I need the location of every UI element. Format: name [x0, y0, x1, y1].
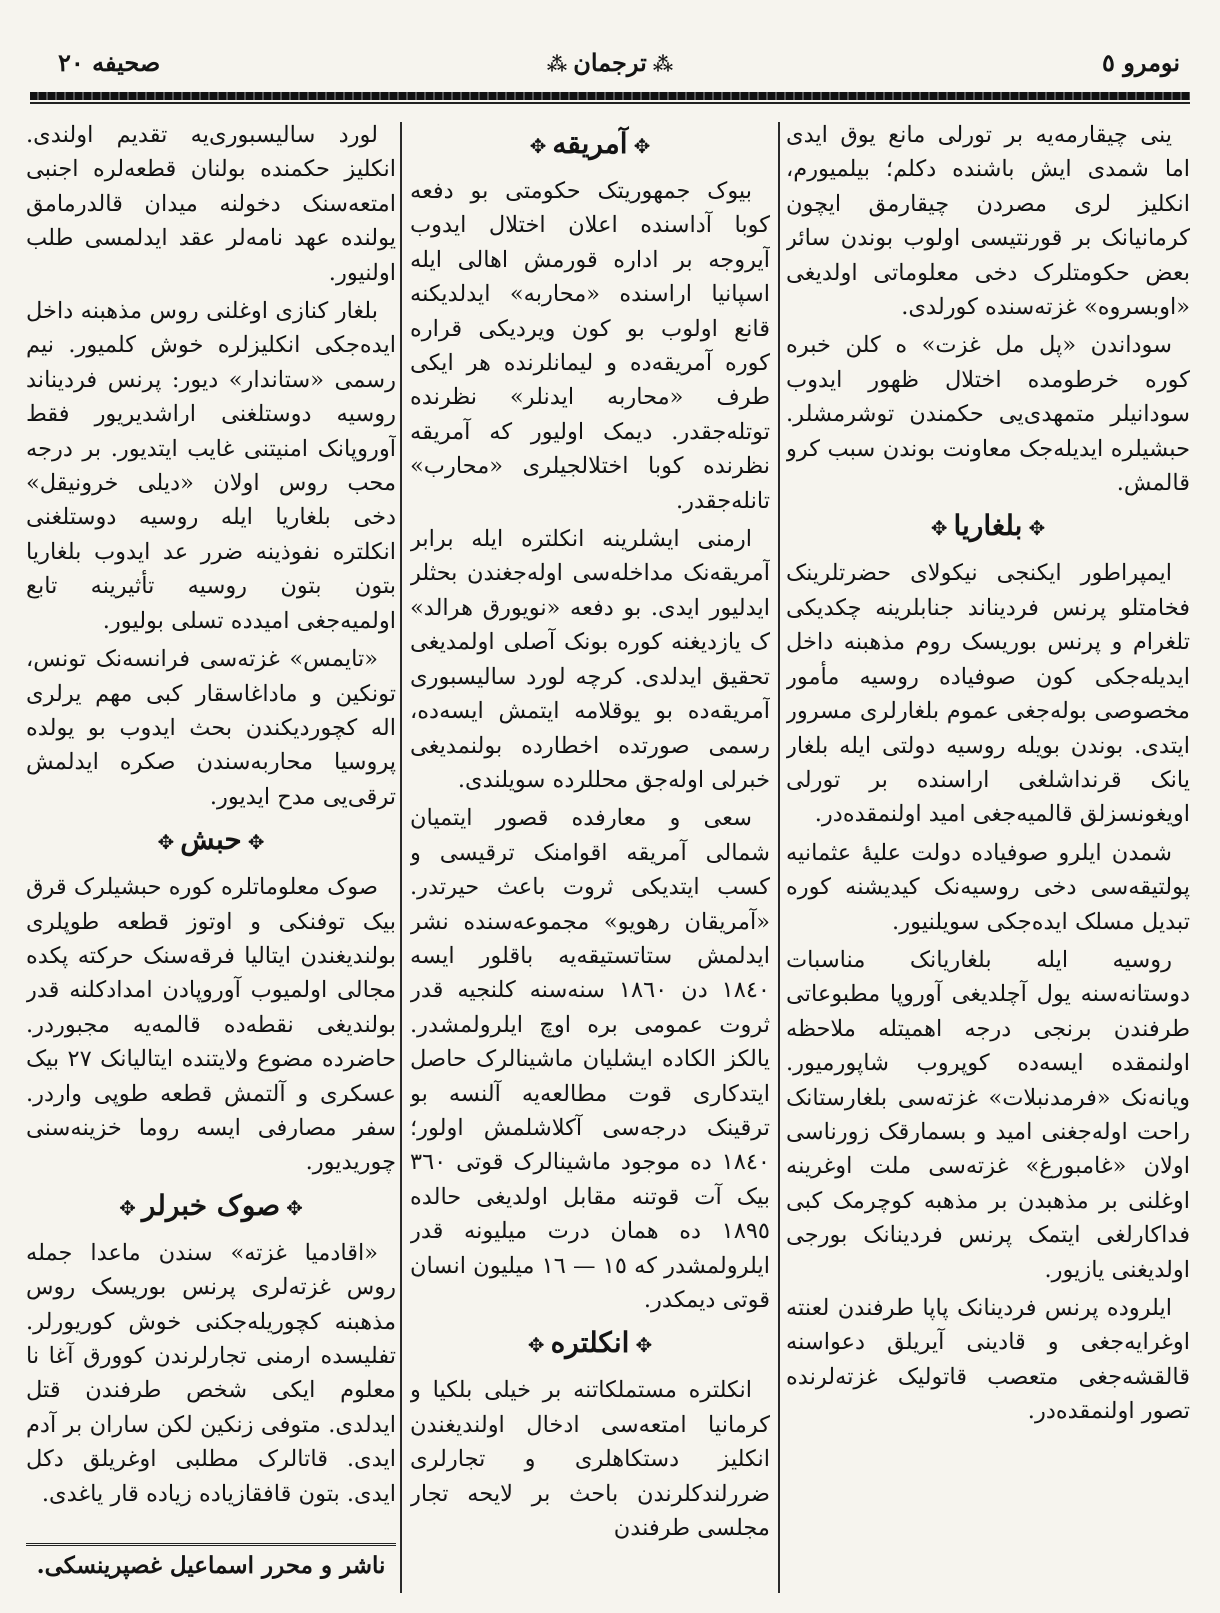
masthead-rule [30, 92, 1190, 100]
ornament-icon: ✥ [157, 830, 175, 855]
article-paragraph: سعی و معارفده قصور ایتمیان شمالی آمریقه اقوامنک ترقیسی و کسب ایتدیکی ثروت باعث حیرتدر. «آمریقان رهویو» مجموعه‌سنده نشر ایدلمش ستاتستیقه‌یه باقلور ایسه ١٨٤٠ دن ١٨٦٠ سنه‌سنه کلنجیه قدر ثروت عمومی بره اوچ ایلرولمشدر. یالکز الکاده ایشلیان ماشینالرک حاصل ایتدکاری قوت مطالعه‌یه آلنسه بو ترقینک درجه‌سی آکلاشلمش اولور؛ ١٨٤٠ ده موجود ماشینالرک قوتی ٣٦٠ بیک آت قوتنه مقابل اولدیغی حالده ١٨٩٥ ده همان درت میلیونه قدر ایلرولمشدر که ١٥ — ١٦ میلیون انسان قوتی دیمکدر. [410, 805, 770, 1313]
section-heading-latest-news: ✥صوک خبرلر✥ [26, 1184, 396, 1230]
article-paragraph: انکلتره مستملکاتنه بر خیلی بلکیا و کرمانیا امتعه‌سی ادخال اولندیغندن انکلیز دستکاهلری و تجارلری ضررلندکلرندن باحث بر لایحه تجار مجلسی طرفندن [410, 1377, 770, 1542]
column-right [786, 118, 1190, 1593]
ornament-icon: ✥ [529, 134, 547, 158]
ornament-icon: ✥ [119, 1195, 136, 1220]
newspaper-title-block [541, 48, 680, 77]
article-paragraph: سوداندن «پل مل غزت» ه کلن خبره کوره خرطومده اختلال ظهور ایدوب سودانیلر متمهدی‌یی حکمندن توشرمشلر. حبشیلره ایدیله‌جک معاونت بوندن سبب کرو قالمش. [786, 332, 1190, 497]
ornament-icon: ⁂ [652, 52, 674, 76]
masthead [30, 48, 1190, 90]
column-left [26, 118, 396, 1593]
article-paragraph: شمدن ایلرو صوفیاده دولت علیهٔ عثمانیه پولتیقه‌سی دخی روسیه‌نک کیدیشنه کوره تبدیل مسلک ایده‌جکی سویلنیور. [786, 839, 1190, 935]
column-divider [778, 122, 780, 1593]
section-heading-abyssinia: ✥حبش✥ [26, 818, 396, 864]
article-paragraph: «تایمس» غزته‌سی فرانسه‌نک تونس، تونکین و ماداغاسقار کبی مهم یرلری اله کچوردیکندن بحث ایدوب بو یولده پروسیا محاربه‌سندن صکره ایدلمش ترقی‌یی مدح ایدیور. [26, 646, 396, 810]
article-paragraph: لورد سالیسبوری‌یه تقدیم اولندی. انکلیز حکمنده بولنان قطعه‌لره اجنبی امتعه‌سنک دخولنه میدان قالدرمامق یولنده عهد نامه‌لر عقد ایدلمسی طلب اولنیور. [26, 122, 396, 286]
ornament-icon: ✥ [527, 1333, 545, 1358]
section-heading-america: ✥آمریقه✥ [410, 122, 770, 168]
column-divider [400, 122, 402, 1593]
article-paragraph: صوک معلوماتلره کوره حبشیلرک قرق بیک توفنکی و اوتوز قطعه طوپلری بولندیغندن ایتالیا فرقه‌سنک حرکته پکده مجالی اولمیوب آوروپادن امدادکلنه قدر بولندیغی نقطه‌ده قالمه‌یه مجبوردر. حاضرده مضوع ولایتنده ایتالیانک ٢٧ بیک عسکری و آلتمش قطعه طوپی واردر. سفر مصارفی ایسه روما خزینه‌سنی چوریدیور. [26, 874, 396, 1176]
column-middle [410, 118, 770, 1593]
section-heading-england: ✥انکلتره✥ [410, 1321, 770, 1367]
article-paragraph: ارمنی ایشلرینه انکلتره ایله برابر آمریقه‌نک مداخله‌سی اوله‌جغندن بحثلر ایدلیور ایدی. بو دفعه «نویورق هرالد» ک یازدیغنه کوره بونک آصلی اولمدیغی تحقیق ایدلدی. کرچه لورد سالیسبوری آمریقه‌ده بو یوقلامه ایتمش ایسه‌ده، رسمی صورتده اخطارده بولنمدیغی خبرلی اوله‌جق محللرده سویلندی. [410, 526, 770, 793]
ornament-icon: ✥ [286, 1195, 303, 1220]
ornament-icon: ✥ [635, 1333, 653, 1358]
publisher-signature: ناشر و محرر اسماعیل غصپرینسکی. [26, 1543, 396, 1579]
article-paragraph: بیوک جمهوریتک حکومتی بو دفعه کوبا آداسنده اعلان اختلال ایدوب آیروجه بر اداره قورمش اهالی ایله اسپانیا اراسنده «محاربه» ایدلدیکنه قانع اولوب بو کون ویردیکی قراره کوره آمریقه‌ده و لیمانلرنده هر ایکی طرف «محاربه ایدنلر» نظرنده توتله‌جقدر. دیمک اولیور که آمریقه نظرنده کوبا اختلالجیلری «محارب» تانله‌جقدر. [410, 178, 770, 514]
ornament-icon: ✥ [1028, 516, 1046, 541]
article-paragraph: ایلروده پرنس فردینانک پاپا طرفندن لعنته اوغرایه‌جغی و قادینی آیریلق دعواسنه قالقشه‌جغی متعصب قاتولیک غزته‌لرنده تصور اولنمقده‌در. [786, 1295, 1190, 1425]
section-heading-bulgaria: ✥بلغاریا✥ [786, 504, 1190, 550]
ornament-icon: ⁂ [546, 52, 568, 76]
page-number: صحیفه ٢٠ [58, 48, 161, 77]
newspaper-title: ترجمان [573, 48, 647, 77]
ornament-icon: ✥ [247, 830, 265, 855]
article-paragraph: «اقادمیا غزته» سندن ماعدا جمله روس غزته‌لری پرنس بوریسک روس مذهبنه کچوریله‌جکنی خوش کوریورلر. تفلیسده ارمنی تجارلرندن کوورق آغا نا معلوم ایکی شخص طرفندن قتل ایدلدی. متوفی زنکین لکن ساران بر آدم ایدی. قاتالرک مطلبی اوغریلق دکل ایدی. بتون قافقازیاده زیاده قار یاغدی. [26, 1239, 396, 1507]
article-paragraph: بلغار کنازی اوغلنی روس مذهبنه داخل ایده‌جکی انکلیزلره خوش کلمیور. نیم رسمی «ستاندار» دیور: پرنس فردیناند روسیه دوستلغنی اراشدیریور فقط آوروپانک امنیتنی غایب ایتدیور. بر درجه محب روس اولان «دیلی خرونیقل» دخی بلغاریا ایله روسیه دوستلغنی انکلتره نفوذینه ضرر عد ایدوب بلغاریا بتون بتون روسیه تأثیرینه تابع اولمیه‌جغی امیدده تسلی بولیور. [26, 298, 396, 634]
issue-number: نومرو ٥ [1101, 48, 1180, 77]
ornament-icon: ✥ [633, 134, 651, 158]
article-paragraph: ینی چیقارمه‌یه بر تورلی مانع یوق ایدی اما شمدی ایش باشنده دکلم؛ بیلمیورم، انکلیز لری مصردن چیقارمق ایچون کرمانیانک بر قورنتیسی اولوب بوندن سائر بعض حکومتلرک دخی معلوماتی اولدیغی «اوبسروه» غزته‌سنده کورلدی. [786, 122, 1190, 321]
article-paragraph: ایمپراطور ایکنجی نیکولای حضرتلرینک فخامتلو پرنس فردیناند جنابلرینه چکدیکی تلغرام و پرنس بوریسک روم مذهبنه داخل ایدیله‌جکی کون صوفیاده روسیه مأمور مخصوصی بوله‌جغی عموم بلغارلری مسرور ایتدی. بوندن بویله روسیه دولتی ایله بلغار یانک قرنداشلغی اراسنده بر تورلی اویغونسزلق قالمیه‌جغی امید اولنمقده‌در. [786, 560, 1190, 828]
article-paragraph: روسیه ایله بلغاریانک مناسبات دوستانه‌سنه یول آچلدیغی آوروپا مطبوعاتی طرفندن برنجی درجه اهمیتله ملاحظه اولنمقده ایسه‌ده کوپروب شاپورمیور. ویانه‌نک «فرمدنبلات» غزته‌سی بلغارستانک راحت اوله‌جغنی امید و بسمارقک زورناسی اولان «غامبورغ» غزته‌سی ملت اوغرینه اوغلنی بر مذهبدن بر مذهبه کوچرمک کبی فداکارلغی ایتمک پرنس فردینانک بورجی اولدیغنی یازیور. [786, 946, 1190, 1283]
masthead-rule-thin [30, 102, 1190, 104]
ornament-icon: ✥ [930, 516, 948, 541]
